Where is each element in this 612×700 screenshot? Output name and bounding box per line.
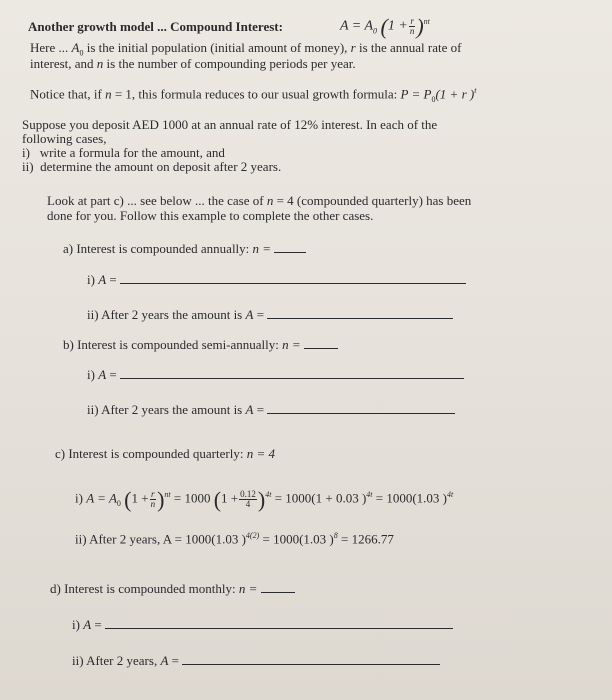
intro-line-1: Here ... $A_0$ is the initial population (initial amount of money), r is the annual rate of	[30, 40, 462, 58]
part-c-i-formula: i) $A = A_0$ (1 + $\frac{r}{n}$ )$^{nt}$ = 1000 (1 + $\frac{0.12}{4}$ )$^{4t}$ = 1000(1 + 0.03 )$^{4t}$ = 1000(1.03 )$^{4t}$	[75, 486, 454, 512]
problem-item-ii: ii) determine the amount on deposit after 2 years.	[22, 159, 282, 174]
part-b-i-blank[interactable]	[120, 366, 464, 379]
part-b-ii-blank[interactable]	[267, 401, 455, 414]
part-d-i: i) A =	[72, 616, 453, 632]
page-title: Another growth model ... Compound Interest:	[28, 19, 283, 34]
part-b-i: i) A =	[87, 366, 464, 382]
part-a-n-blank[interactable]	[274, 240, 306, 253]
compound-formula: $A = A_0$ (1 + $\frac{r}{n}$ )$^{nt}$	[340, 13, 430, 39]
part-a-heading: a) Interest is compounded annually: n =	[63, 240, 306, 256]
part-d-ii-blank[interactable]	[182, 652, 440, 665]
part-a-ii: ii) After 2 years the amount is A =	[87, 306, 453, 322]
part-a-ii-blank[interactable]	[267, 306, 453, 319]
part-d-n-blank[interactable]	[261, 580, 295, 593]
lookat-line-2: done for you. Follow this example to complete the other cases.	[47, 208, 374, 223]
part-d-ii: ii) After 2 years, A =	[72, 652, 440, 668]
part-d-i-blank[interactable]	[105, 616, 453, 629]
lookat-line-1: Look at part c) ... see below ... the case of n = 4 (compounded quarterly) has been	[47, 193, 472, 208]
part-b-n-blank[interactable]	[304, 336, 338, 349]
part-d-heading: d) Interest is compounded monthly: n =	[50, 580, 295, 596]
problem-line-1: Suppose you deposit AED 1000 at an annual rate of 12% interest. In each of the	[22, 117, 438, 132]
part-a-i-blank[interactable]	[120, 271, 466, 284]
intro-line-2: interest, and n is the number of compounding periods per year.	[30, 56, 356, 71]
part-a-i: i) A =	[87, 271, 466, 287]
part-c-ii: ii) After 2 years, A = 1000(1.03 )$^{4(2)}$ = 1000(1.03 )$^8$ = 1266.77	[75, 531, 394, 547]
problem-line-2: following cases,	[22, 131, 107, 146]
problem-item-i: i) write a formula for the amount, and	[22, 145, 225, 160]
part-b-heading: b) Interest is compounded semi-annually: n =	[63, 336, 338, 352]
notice-line: Notice that, if n = 1, this formula reduces to our usual growth formula: $P = P_0(1 + r$ )$^t$	[30, 86, 477, 104]
part-c-heading: c) Interest is compounded quarterly: n = 4	[55, 446, 275, 461]
part-b-ii: ii) After 2 years the amount is A =	[87, 401, 455, 417]
